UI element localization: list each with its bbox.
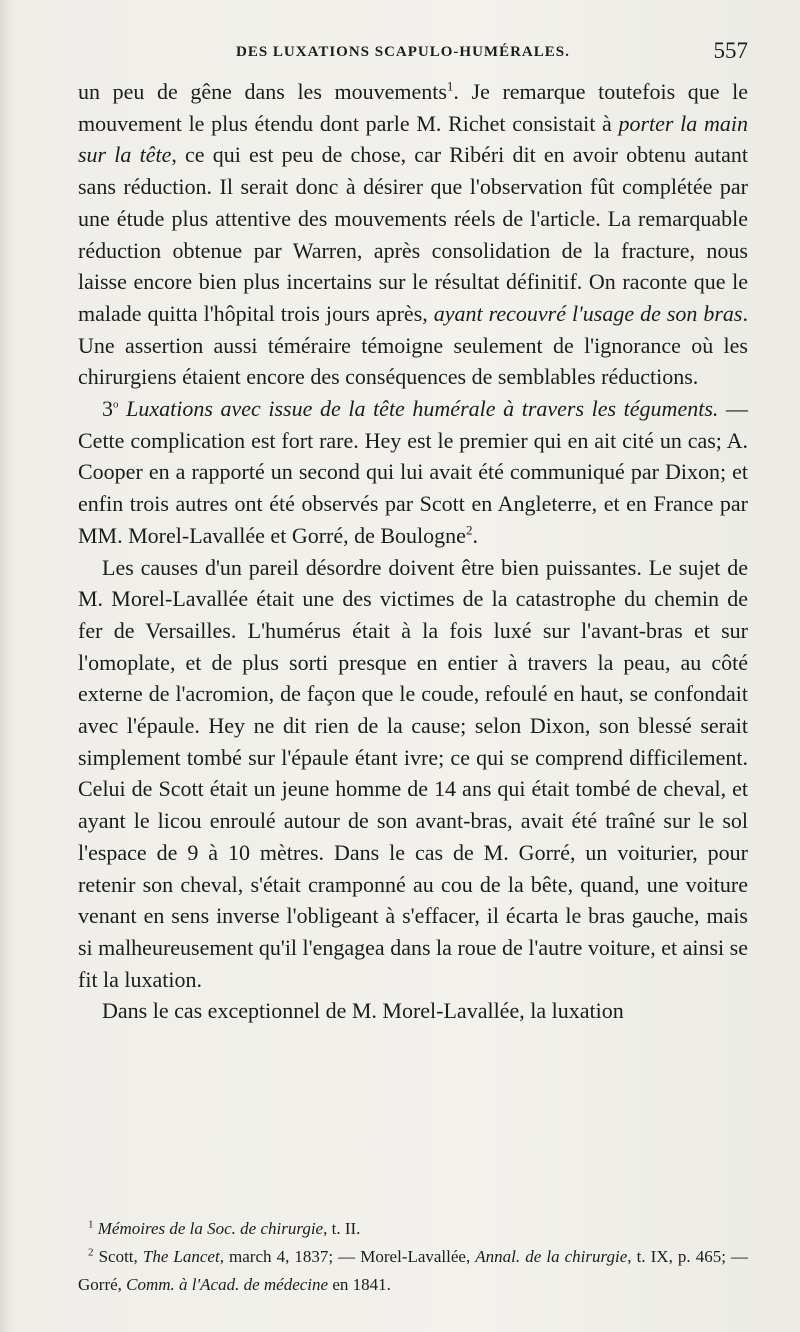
paragraph-4: Dans le cas exceptionnel de M. Morel-Lavallée, la luxation [102,998,624,1024]
footnote-text: Scott, [98,1247,143,1266]
text-run: . [472,522,478,548]
footnote-ref-2: 2 [465,522,473,538]
footnote-ref-1: 1 [446,78,454,94]
running-title: DES LUXATIONS SCAPULO-HUMÉRALES. [236,44,570,60]
ordinal-mark: o [113,398,119,411]
text-run: — Cette complication est fort rare. Hey est le premier qui en ait cité un cas; A. Cooper en a rapporté un second qui lui avait été communiqué par Dixon; et enfin trois autres ont été observés par Scott en Angleterre, et en France par MM. Morel-Lavallée et Gorré, de Boulogne [78,396,748,548]
italic-phrase: ayant recouvré l'usage de son bras [433,300,743,326]
italic-phrase: porter la main sur la tête [78,110,748,168]
text-run: . Une assertion aussi téméraire témoigne seulement de l'ignorance où les chirurgiens étaient encore des conséquences de semblables réductions. [78,300,748,390]
paragraph-3: Les causes d'un pareil désordre doivent être bien puissantes. Le sujet de M. Morel-Lavallée était une des victimes de la catastrophe du chemin de fer de Versailles. L'humérus était à la fois luxé sur l'avant-bras et sur l'omoplate, et de plus sorti presque en entier à travers la peau, au côté externe de l'acromion, de façon que le coude, refoulé en haut, se confondait avec l'épaule. Hey ne dit rien de la cause; selon Dixon, son blessé serait simplement tombé sur l'épaule étant ivre; ce qui se comprend difficilement. Celui de Scott était un jeune homme de 14 ans qui était tombé de cheval, et ayant le licou enroulé autour de son avant-bras, avait été traîné sur le sol l'espace de 9 à 10 mètres. Dans le cas de M. Gorré, un voiturier, pour retenir son cheval, s'était cramponné au cou de la bête, quand, une voiture venant en sens inverse l'obligeant à s'effacer, il écarta le bras gauche, mais si malheureusement qu'il l'engagea dans la roue de l'autre voiture, et ainsi se fit la luxation. [78,554,748,992]
footnote-italic: Mémoires de la Soc. de chirurgie [97,1219,324,1238]
paragraph-1 [78,76,748,393]
footnote-number: 1 [88,1218,94,1231]
footnote-2 [78,1243,748,1299]
footnote-italic: Annal. de la chirurgie [475,1247,628,1266]
section-number: 3 [102,396,113,422]
paragraph-2 [78,393,748,552]
page-number: 557 [713,38,748,63]
section-title: Luxations avec issue de la tête humérale à travers les téguments. [118,396,719,422]
body-text [78,76,748,1027]
text-run: un peu de gêne dans les mouvements [78,79,447,104]
text-run: . Je remarque toutefois que le mouvement le plus étendu dont parle M. Richet consistait à [78,79,748,136]
page-header [78,38,748,70]
footnote-text: en 1841. [328,1275,391,1294]
footnote-text: , march 4, 1837; — Morel-Lavallée, [219,1247,476,1266]
text-run: , ce qui est peu de chose, car Ribéri dit en avoir obtenu autant sans réduction. Il serait donc à désirer que l'observation fût complétée par une étude plus attentive des mouvements réels de l'article. La remarquable réduction obtenue par Warren, après consolidation de la fracture, nous laisse encore bien plus incertains sur le résultat définitif. On raconte que le malade quitta l'hôpital trois jours après, [78,142,748,326]
footnote-italic: Comm. à l'Acad. de médecine [126,1275,329,1294]
footnotes [78,1215,748,1299]
footnote-number: 2 [88,1246,94,1259]
footnote-text: , t. IX, p. 465; — Gorré, [78,1247,749,1294]
footnote-italic: The Lancet [142,1247,220,1266]
footnote-text: , t. II. [323,1219,361,1238]
footnote-1 [78,1215,748,1243]
